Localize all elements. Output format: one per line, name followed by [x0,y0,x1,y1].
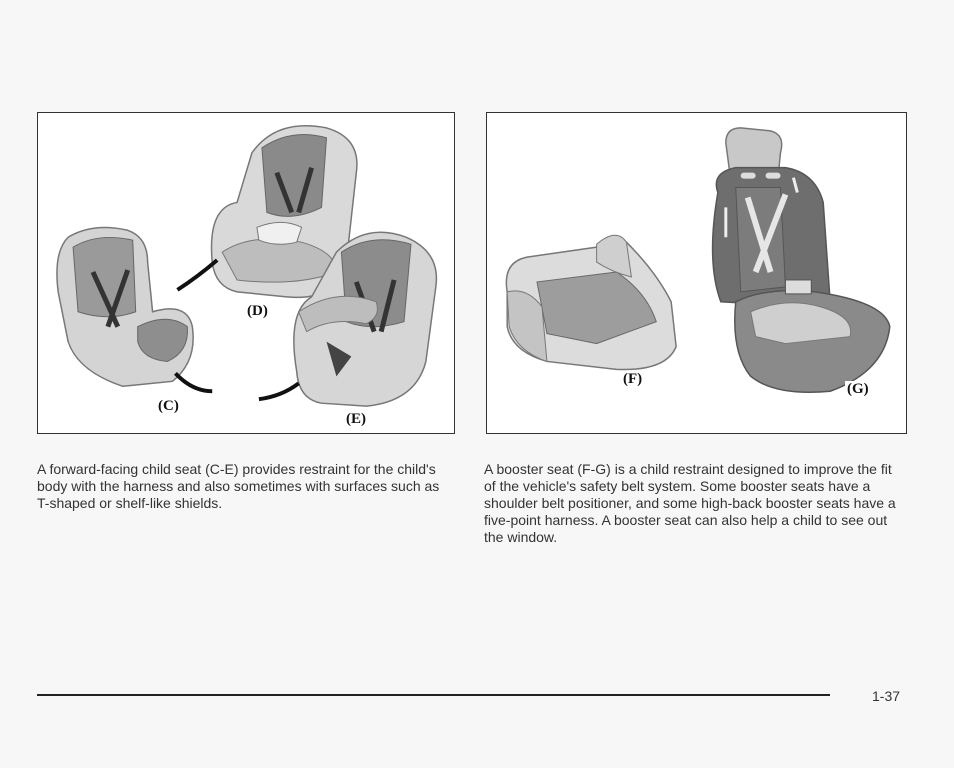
seat-f-illustration [506,235,676,369]
label-seat-f: (F) [623,371,643,387]
seat-g-illustration [713,128,890,392]
caption-booster-seat: A booster seat (F-G) is a child restraint designed to improve the fit of the vehicle's safety belt system. Some booster seats have a shoulder belt positioner, and some high-back booster seats have a five-point harness. A booster seat can also help a child to see out the window. [484,461,896,545]
booster-seats-illustration [487,113,906,433]
belt-arrow-d [177,260,217,290]
label-seat-c: (C) [158,398,179,414]
figure-booster-seats [486,112,907,434]
label-seat-d: (D) [247,303,268,319]
forward-facing-seats-illustration [38,113,454,433]
figure-forward-facing-seats [37,112,455,434]
label-seat-g: (G) [847,381,869,397]
belt-arrow-c [175,373,212,391]
caption-forward-facing-seat: A forward-facing child seat (C-E) provides restraint for the child's body with the harness and also sometimes with surfaces such as T-shaped or shelf-like shields. [37,461,440,511]
footer-divider [37,694,830,696]
page-number: 1-37 [872,688,901,704]
label-seat-e: (E) [346,411,366,427]
seat-c-illustration [57,228,193,387]
belt-arrow-e [259,383,299,399]
